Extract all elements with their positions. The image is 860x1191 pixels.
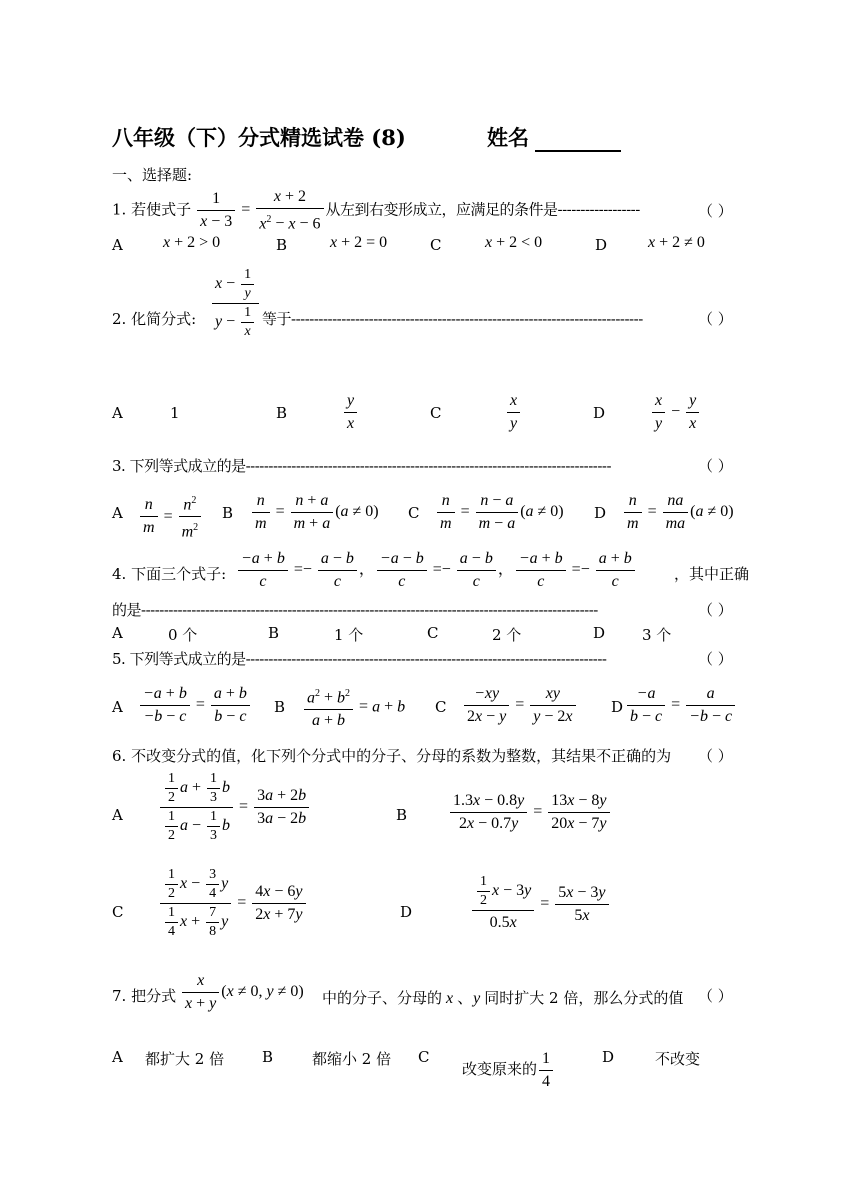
name-blank-line: [535, 132, 621, 152]
q6-option-d: $\frac{1}{2}$ x − 3y 0.5x = $\frac{5x - 3y}{5x}$: [470, 873, 611, 935]
q3-option-b: $\frac{n}{m}$ = $\frac{n + a}{m + a}$ (a ≠ 0): [250, 490, 379, 535]
q3-stem: 3. 下列等式成立的是--------------------------------------------------------------------------------: [112, 457, 612, 475]
q6-option-a: $\frac{1}{2}$ a + $\frac{1}{3}$ b $\frac{1}{2}$ a − $\frac{1}{3}$ b = $\frac{3a + 2b}{3a - 2b}$: [158, 770, 311, 845]
q2-option-d: $\frac{x}{y}$ − $\frac{y}{x}$: [650, 390, 701, 435]
q2-option-a: 1: [170, 404, 180, 422]
q7-stem-end: 同时扩大 2 倍，那么分式的值: [484, 989, 684, 1007]
q6-label-b: B: [396, 806, 408, 824]
q4-stem-line2: 的是----------------------------------------------------------------------------------------------------: [112, 601, 598, 619]
q3-option-a: $\frac{n}{m}$ = $\frac{n^2}{m^2}$: [138, 490, 203, 544]
q1-fraction-right: $\frac{x + 2}{x^2 - x - 6}$: [256, 186, 323, 235]
q6-label-a: A: [112, 806, 123, 824]
q6-option-b: $\frac{1.3x - 0.8y}{2x - 0.7y}$ = $\frac{13x - 8y}{20x - 7y}$: [448, 790, 612, 835]
q2-label-c: C: [430, 404, 442, 422]
q5-answer-paren: （ ）: [698, 650, 733, 668]
q4-label-c: C: [427, 624, 439, 642]
q2-answer-paren: （ ）: [698, 310, 733, 328]
q7-label-d: D: [602, 1048, 615, 1066]
q3-label-b: B: [222, 504, 234, 522]
q1-label-c: C: [430, 236, 442, 254]
q3-label-d: D: [594, 504, 607, 522]
q7-stem: 7. 把分式: [112, 987, 177, 1005]
q4-expressions: $\frac{-a + b}{c}$ =− $\frac{a - b}{c}$ ， $\frac{-a - b}{c}$ =− $\frac{a - b}{c}$ ， $\frac{-a + b}{c}$ =− $\frac{a + b}{c}$: [236, 548, 637, 593]
q4-option-a: 0 个: [168, 626, 198, 644]
page-title: 八年级（下）分式精选试卷 (8): [112, 125, 406, 150]
q5-option-a: $\frac{-a + b}{-b - c}$ = $\frac{a + b}{b - c}$: [138, 683, 252, 728]
q5-label-c: C: [435, 698, 447, 716]
q6-stem: 6. 不改变分式的值，化下列个分式中的分子、分母的系数为整数，其结果不正确的为: [112, 747, 672, 765]
q1-option-b: x + 2 = 0: [330, 234, 388, 251]
q6-option-c: $\frac{1}{2}$ x − $\frac{3}{4}$ y $\frac{1}{4}$ x + $\frac{7}{8}$ y = $\frac{4x - 6y}{2x + 7y}$: [158, 866, 308, 941]
q3-label-c: C: [408, 504, 420, 522]
section-heading: 一、选择题:: [112, 166, 193, 184]
q1-label-d: D: [595, 236, 608, 254]
q7-option-c-text: 改变原来的: [462, 1060, 538, 1079]
q5-option-d: $\frac{-a}{b - c}$ = $\frac{a}{-b - c}$: [625, 683, 737, 728]
q7-option-c: 改变原来的 $\frac{1}{4}$: [462, 1048, 555, 1093]
q2-complex-fraction: x − $\frac{1}{y}$ y − $\frac{1}{x}$: [210, 266, 261, 341]
q1-option-c: x + 2 < 0: [485, 234, 543, 251]
q4-option-c: 2 个: [492, 626, 522, 644]
q7-answer-paren: （ ）: [698, 987, 733, 1005]
q3-label-a: A: [112, 504, 123, 522]
q7-option-d: 不改变: [655, 1050, 701, 1068]
q7-stem-text: 中的分子、分母的: [322, 989, 443, 1007]
q4-stem-end: ，其中正确: [674, 565, 750, 583]
q2-stem: 2. 化简分式:: [112, 310, 197, 328]
q5-option-c: $\frac{-xy}{2x - y}$ = $\frac{xy}{y - 2x}$: [462, 683, 578, 728]
q4-stem: 4. 下面三个式子:: [112, 565, 227, 583]
q7-label-b: B: [262, 1048, 274, 1066]
q4-label-b: B: [268, 624, 280, 642]
q6-label-c: C: [112, 903, 124, 921]
q7-option-b: 都缩小 2 倍: [312, 1050, 392, 1068]
q5-label-a: A: [112, 698, 123, 716]
q4-answer-paren: （ ）: [698, 601, 733, 619]
q7-variables: x 、y: [442, 990, 485, 1007]
q1-label-a: A: [112, 236, 123, 254]
q7-option-a: 都扩大 2 倍: [145, 1050, 225, 1068]
q2-option-c: $\frac{x}{y}$: [505, 390, 522, 435]
q4-label-a: A: [112, 624, 123, 642]
q2-label-a: A: [112, 404, 123, 422]
q3-answer-paren: （ ）: [698, 457, 733, 475]
q4-label-d: D: [593, 624, 606, 642]
q5-stem: 5. 下列等式成立的是-------------------------------------------------------------------------------: [112, 650, 607, 668]
question-1: 1. 若使式子 $\frac{1}{x - 3}$ = $\frac{x + 2}{x^2 - x - 6}$ 从左到右变形成立，应满足的条件是------------------: [112, 186, 640, 235]
q2-option-b: $\frac{y}{x}$: [342, 390, 359, 435]
q7-label-a: A: [112, 1048, 123, 1066]
q6-label-d: D: [400, 903, 413, 921]
q1-fraction-left: $\frac{1}{x - 3}$: [197, 188, 235, 233]
q2-label-b: B: [276, 404, 288, 422]
q3-option-d: $\frac{n}{m}$ = $\frac{na}{ma}$ (a ≠ 0): [622, 490, 734, 535]
q7-label-c: C: [418, 1048, 430, 1066]
name-label: 姓名: [487, 125, 529, 150]
q5-label-d: D: [611, 698, 624, 716]
q7-fraction: $\frac{x}{x + y}$ (x ≠ 0, y ≠ 0): [180, 970, 304, 1015]
q5-label-b: B: [274, 698, 286, 716]
q2-label-d: D: [593, 404, 606, 422]
q5-option-b: $\frac{a^2 + b^2}{a + b}$ = a + b: [302, 683, 405, 732]
name-field: [487, 122, 621, 152]
q6-answer-paren: （ ）: [698, 747, 733, 765]
q7-stem-mid: [322, 985, 683, 1008]
q4-option-d: 3 个: [642, 626, 672, 644]
q1-stem: 1. 若使式子: [112, 200, 192, 219]
q1-option-a: x + 2 > 0: [163, 234, 221, 251]
q4-option-b: 1 个: [334, 626, 364, 644]
q1-label-b: B: [276, 236, 288, 254]
q3-option-c: $\frac{n}{m}$ = $\frac{n - a}{m - a}$ (a ≠ 0): [435, 490, 564, 535]
q1-answer-paren: （ ）: [698, 202, 733, 220]
q1-stem-end: 从左到右变形成立，应满足的条件是------------------: [325, 200, 640, 219]
q1-option-d: x + 2 ≠ 0: [648, 234, 705, 251]
q2-stem-end: 等于-----------------------------------------------------------------------------: [262, 310, 643, 328]
